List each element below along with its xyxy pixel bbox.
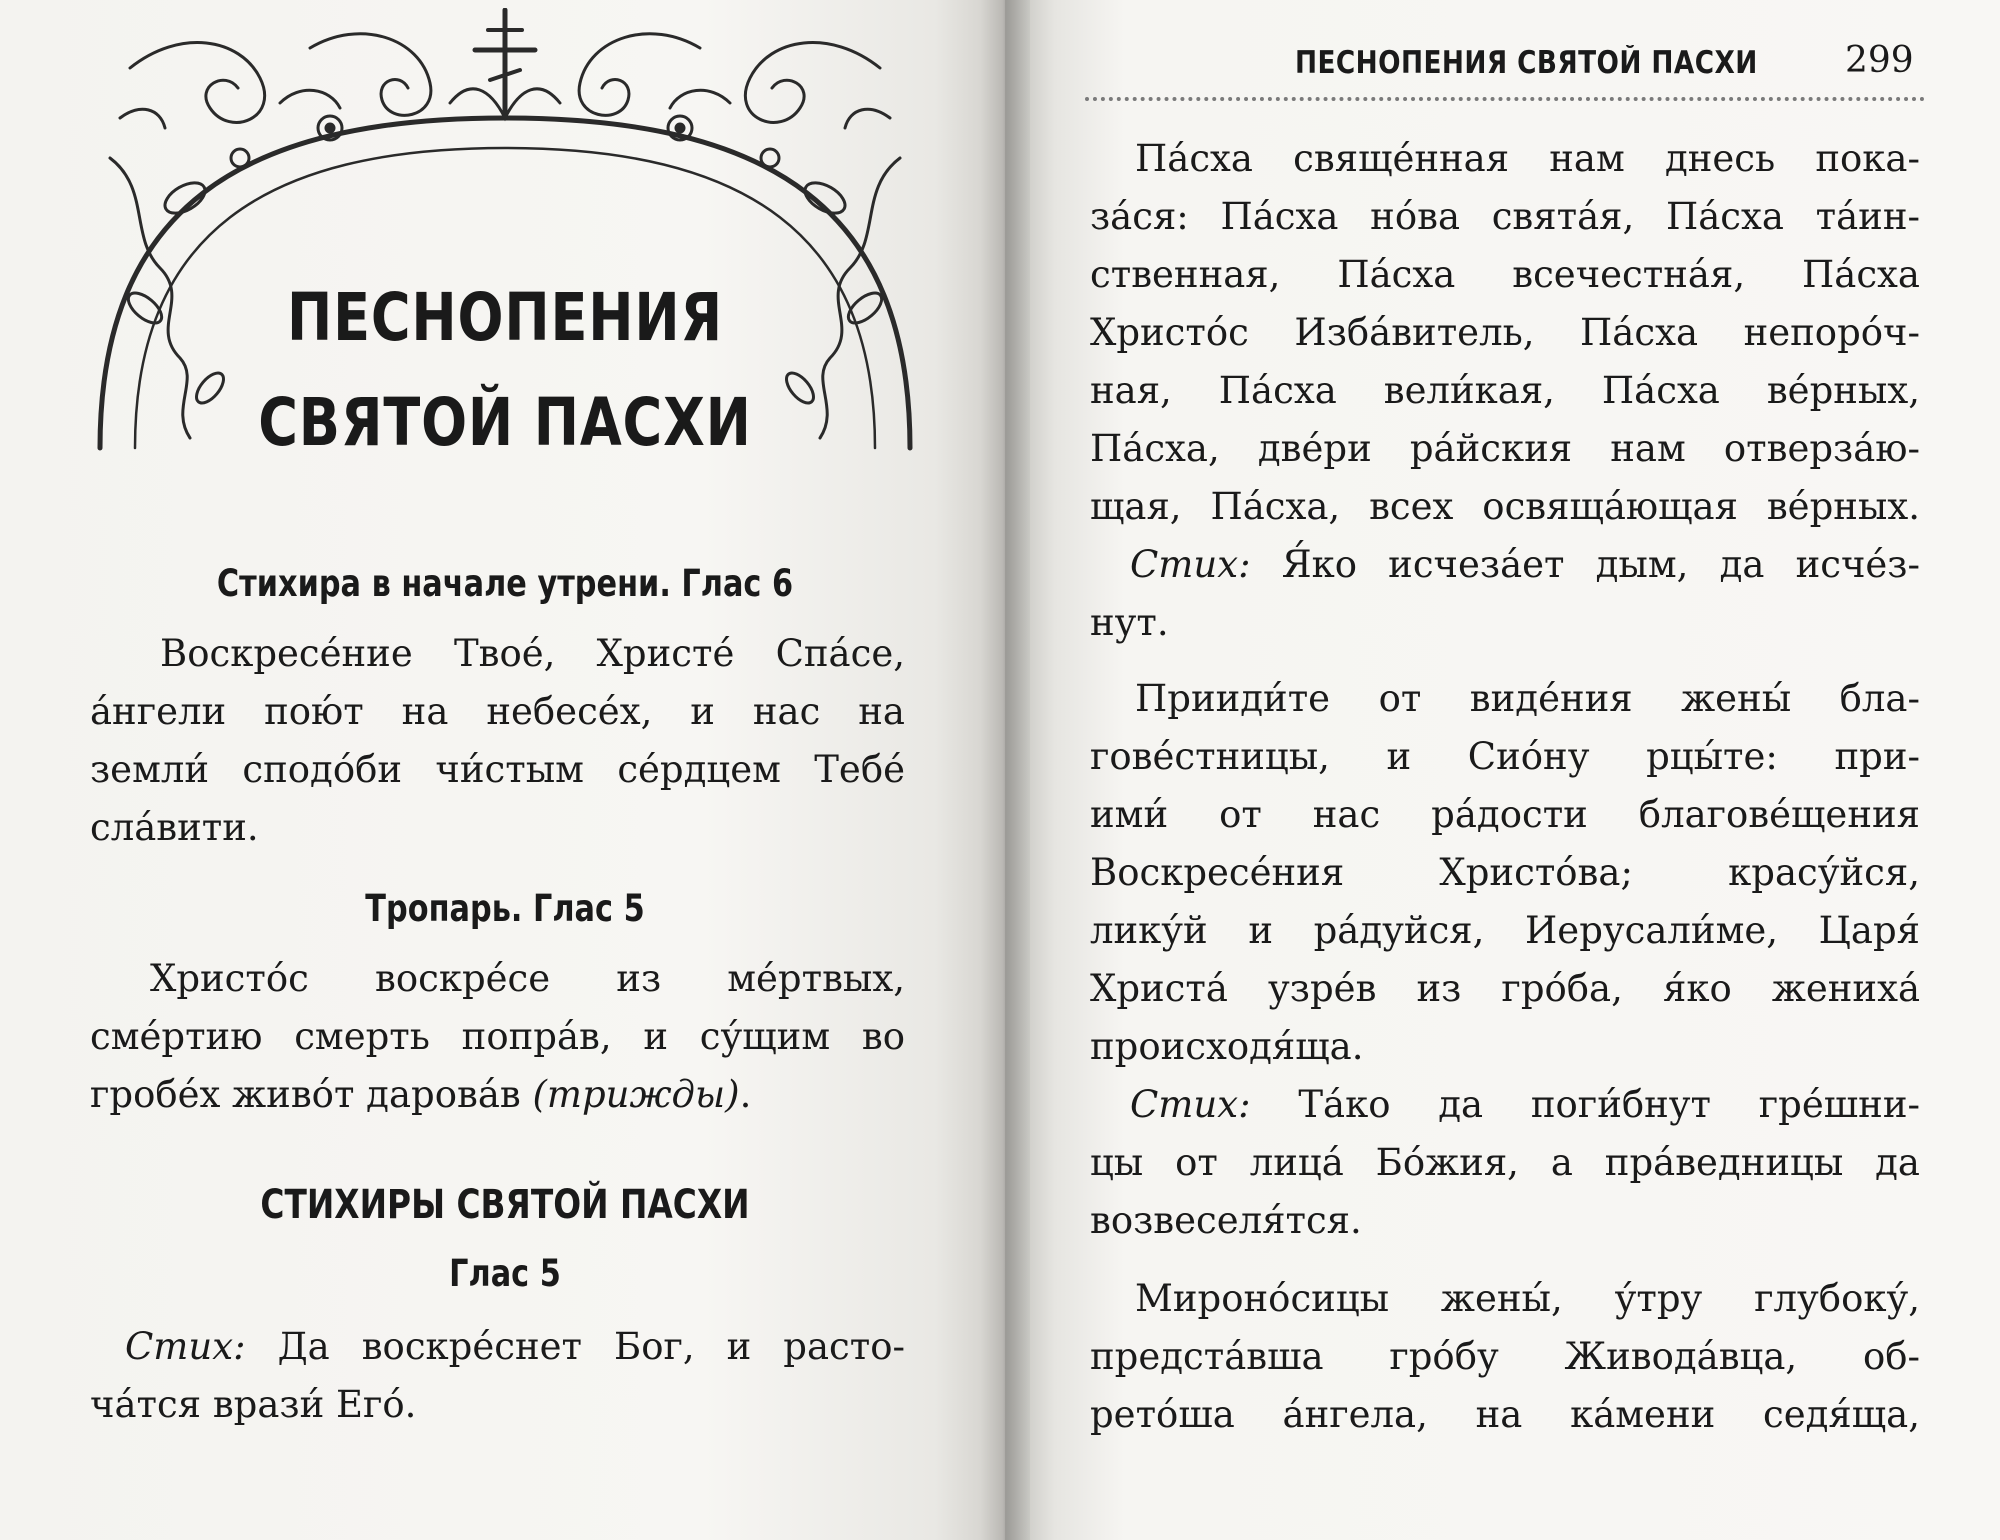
text-line: Христа́ узре́в из гро́ба, я́ко жениха́ bbox=[1090, 967, 1920, 1010]
troparion-text bbox=[90, 950, 905, 1124]
stichera-matins-heading: Стихира в начале утрени. Глас 6 bbox=[216, 562, 794, 605]
text-line: Прииди́те от виде́ния жены́ бла- bbox=[1135, 677, 1920, 720]
dotted-rule bbox=[1085, 97, 1925, 101]
text-line bbox=[90, 1318, 905, 1376]
text-line: рето́ша а́нгела, на ка́мени седя́ща, bbox=[1090, 1393, 1920, 1436]
text-line: ная, Па́сха вели́кая, Па́сха ве́рных, bbox=[1090, 369, 1920, 412]
tone-5-subheading: Глас 5 bbox=[449, 1252, 561, 1295]
text-line: ими́ от нас ра́дости благове́щения bbox=[1090, 793, 1920, 836]
text-segment: Да воскре́снет Бог, и расто- bbox=[277, 1325, 905, 1368]
paschal-block-1 bbox=[1090, 130, 1920, 652]
text-line: Мироно́сицы жены́, у́тру глубоку́, bbox=[1135, 1277, 1920, 1320]
text-line: за́ся: Па́сха но́ва свята́я, Па́сха та́ин- bbox=[1090, 195, 1920, 238]
text-line: нут. bbox=[1090, 601, 1169, 644]
text-segment: гробе́х живо́т дарова́в bbox=[90, 1073, 521, 1116]
text-line: сме́ртию смерть попра́в, и су́щим во bbox=[90, 1015, 905, 1058]
verse-cue: Стих: bbox=[1130, 1083, 1251, 1126]
verse-text bbox=[90, 1318, 905, 1434]
text-line: Па́сха свяще́нная нам днесь пока- bbox=[1135, 137, 1920, 180]
text-line: происходя́ща. bbox=[1090, 1025, 1364, 1068]
text-line: ственная, Па́сха всечестна́я, Па́сха bbox=[1090, 253, 1920, 296]
right-page bbox=[1005, 0, 2000, 1540]
running-head: ПЕСНОПЕНИЯ СВЯТОЙ ПАСХИ bbox=[1295, 45, 1758, 81]
text-line: ча́тся врази́ Его́. bbox=[90, 1383, 417, 1426]
text-line: Христо́с Изба́витель, Па́сха непоро́ч- bbox=[1090, 311, 1920, 354]
text-line: предста́вша гро́бу Живода́вца, об- bbox=[1090, 1335, 1920, 1378]
chapter-title-line-2: СВЯТОЙ ПАСХИ bbox=[258, 384, 752, 461]
paschal-block-2 bbox=[1090, 670, 1920, 1250]
paschal-block-3 bbox=[1090, 1270, 1920, 1444]
chapter-title-line-1: ПЕСНОПЕНИЯ bbox=[286, 279, 724, 356]
text-line: цы от лица́ Бо́жия, а пра́ведницы да bbox=[1090, 1141, 1920, 1184]
text-line bbox=[1090, 1076, 1920, 1134]
text-line: Воскресе́ния Христо́ва; красу́йся, bbox=[1090, 851, 1920, 894]
verse-cue: Стих: bbox=[1130, 543, 1251, 586]
book-gutter bbox=[980, 0, 1030, 1540]
text-segment: . bbox=[739, 1073, 752, 1116]
text-line bbox=[90, 1066, 905, 1124]
text-segment: Та́ко да поги́бнут гре́шни- bbox=[1298, 1083, 1920, 1126]
text-line: возвеселя́тся. bbox=[1090, 1199, 1362, 1242]
text-line: земли́ сподо́би чи́стым се́рдцем Тебе́ bbox=[90, 748, 905, 791]
text-line: гове́стницы, и Сио́ну рцы́те: при- bbox=[1090, 735, 1920, 778]
troparion-heading: Тропарь. Глас 5 bbox=[365, 887, 645, 930]
text-line bbox=[1090, 536, 1920, 594]
stichera-matins-text bbox=[90, 625, 905, 857]
text-segment: Я́ко исчеза́ет дым, да исче́з- bbox=[1281, 543, 1920, 586]
verse-cue: Стих: bbox=[125, 1325, 246, 1368]
text-line: лику́й и ра́дуйся, Иерусали́ме, Царя́ bbox=[1090, 909, 1920, 952]
thrice-cue: (трижды) bbox=[532, 1073, 740, 1116]
text-line: Христо́с воскре́се из ме́ртвых, bbox=[150, 957, 905, 1000]
text-line: Воскресе́ние Твое́, Христе́ Спа́се, bbox=[160, 632, 905, 675]
text-line: а́нгели пою́т на небесе́х, и нас на bbox=[90, 690, 905, 733]
text-line: щая, Па́сха, всех освяща́ющая ве́рных. bbox=[1090, 485, 1920, 528]
text-line: Па́сха, две́ри ра́йския нам отверза́ю- bbox=[1090, 427, 1920, 470]
paschal-stichera-heading: СТИХИРЫ СВЯТОЙ ПАСХИ bbox=[260, 1182, 750, 1228]
page-number: 299 bbox=[1845, 40, 1914, 81]
text-line: сла́вити. bbox=[90, 806, 259, 849]
